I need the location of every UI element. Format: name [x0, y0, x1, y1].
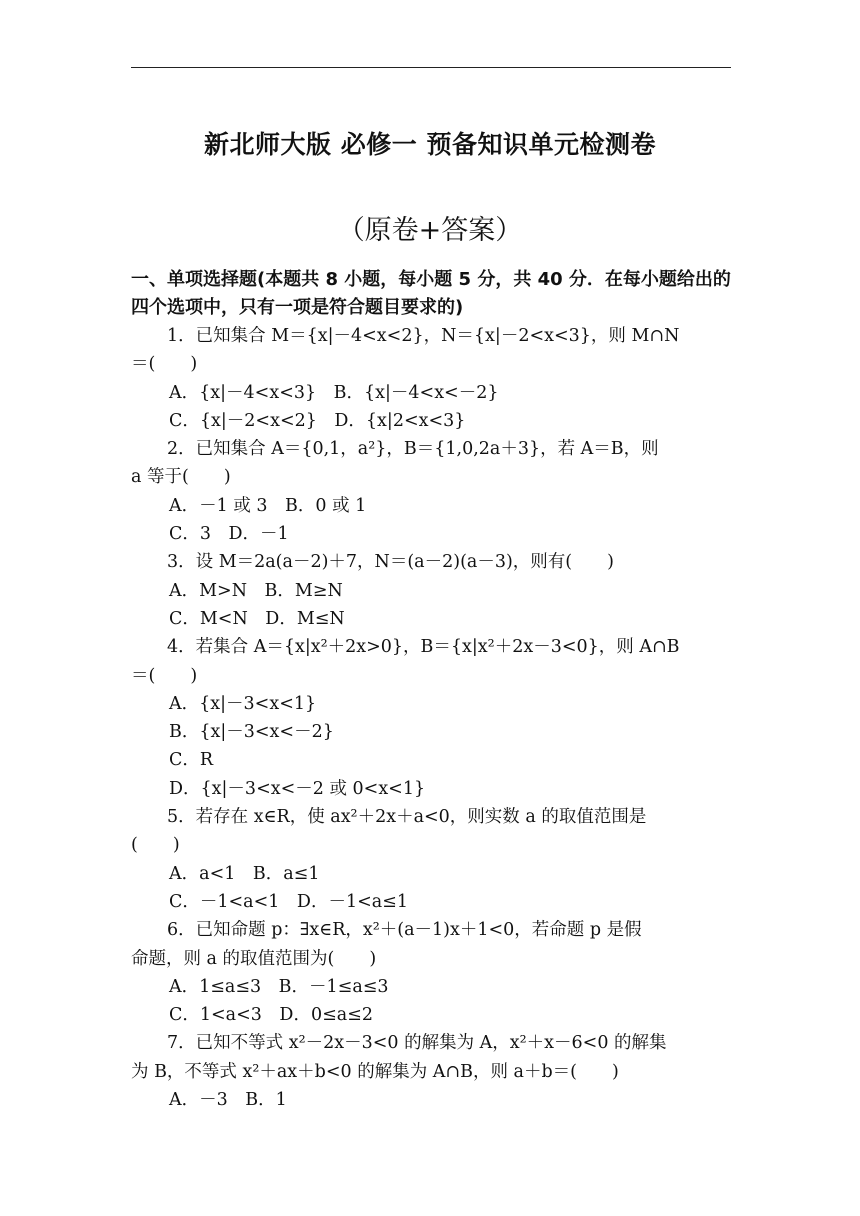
question-5-stem-cont: ( ) — [131, 835, 180, 856]
question-6-stem-cont: 命题，则 a 的取值范围为( ) — [131, 948, 377, 969]
question-3-stem: 3．设 M＝2a(a－2)＋7，N＝(a－2)(a－3)，则有( ) — [167, 552, 614, 573]
question-6-options-cd: C．1<a<3 D．0≤a≤2 — [169, 1005, 373, 1026]
question-4-option-c: C．R — [169, 750, 214, 771]
page-subtitle: （原卷+答案） — [337, 215, 523, 246]
question-2-options-cd: C．3 D．－1 — [169, 524, 289, 545]
question-list — [131, 322, 731, 1114]
question-1-stem-cont: ＝( ) — [131, 354, 198, 375]
question-2-stem: 2．已知集合 A＝{0,1，a²}，B＝{1,0,2a＋3}，若 A＝B，则 — [167, 439, 659, 460]
question-4-option-d: D．{x|－3<x<－2 或 0<x<1} — [169, 778, 426, 799]
page-title: 新北师大版 必修一 预备知识单元检测卷 — [204, 130, 656, 159]
question-3-options-ab: A．M>N B．M≥N — [169, 580, 343, 601]
question-4-stem-cont: ＝( ) — [131, 665, 198, 686]
question-6-stem: 6．已知命题 p：∃x∈R，x²＋(a－1)x＋1<0，若命题 p 是假 — [167, 920, 642, 941]
question-5-options-ab: A．a<1 B．a≤1 — [169, 863, 320, 884]
question-4-option-a: A．{x|－3<x<1} — [169, 693, 317, 714]
question-5-stem: 5．若存在 x∈R，使 ax²＋2x＋a<0，则实数 a 的取值范围是 — [167, 807, 647, 828]
question-1-options-cd: C．{x|－2<x<2} D．{x|2<x<3} — [169, 410, 466, 431]
question-2-stem-cont: a 等于( ) — [131, 467, 231, 488]
question-4-option-b: B．{x|－3<x<－2} — [169, 722, 334, 743]
question-4-stem: 4．若集合 A＝{x|x²＋2x>0}，B＝{x|x²＋2x－3<0}，则 A∩B — [167, 637, 680, 658]
question-2-options-ab: A．－1 或 3 B．0 或 1 — [169, 495, 367, 516]
section-heading: 一、单项选择题(本题共 8 小题，每小题 5 分，共 40 分．在每小题给出的四个选项中，只有一项是符合题目要求的) — [131, 269, 731, 318]
question-5-options-cd: C．－1<a<1 D．－1<a≤1 — [169, 891, 408, 912]
question-7-stem-cont: 为 B，不等式 x²＋ax＋b<0 的解集为 A∩B，则 a＋b＝( ) — [131, 1061, 619, 1082]
question-7-stem: 7．已知不等式 x²－2x－3<0 的解集为 A，x²＋x－6<0 的解集 — [167, 1033, 667, 1054]
header-rule — [131, 67, 731, 68]
question-1-stem: 1．已知集合 M＝{x|－4<x<2}，N＝{x|－2<x<3}，则 M∩N — [167, 326, 680, 346]
question-6-options-ab: A．1≤a≤3 B．－1≤a≤3 — [169, 976, 389, 997]
question-1-options-ab: A．{x|－4<x<3} B．{x|－4<x<－2} — [169, 382, 499, 403]
question-7-options-ab: A．－3 B．1 — [169, 1090, 287, 1111]
question-3-options-cd: C．M<N D．M≤N — [169, 608, 345, 629]
